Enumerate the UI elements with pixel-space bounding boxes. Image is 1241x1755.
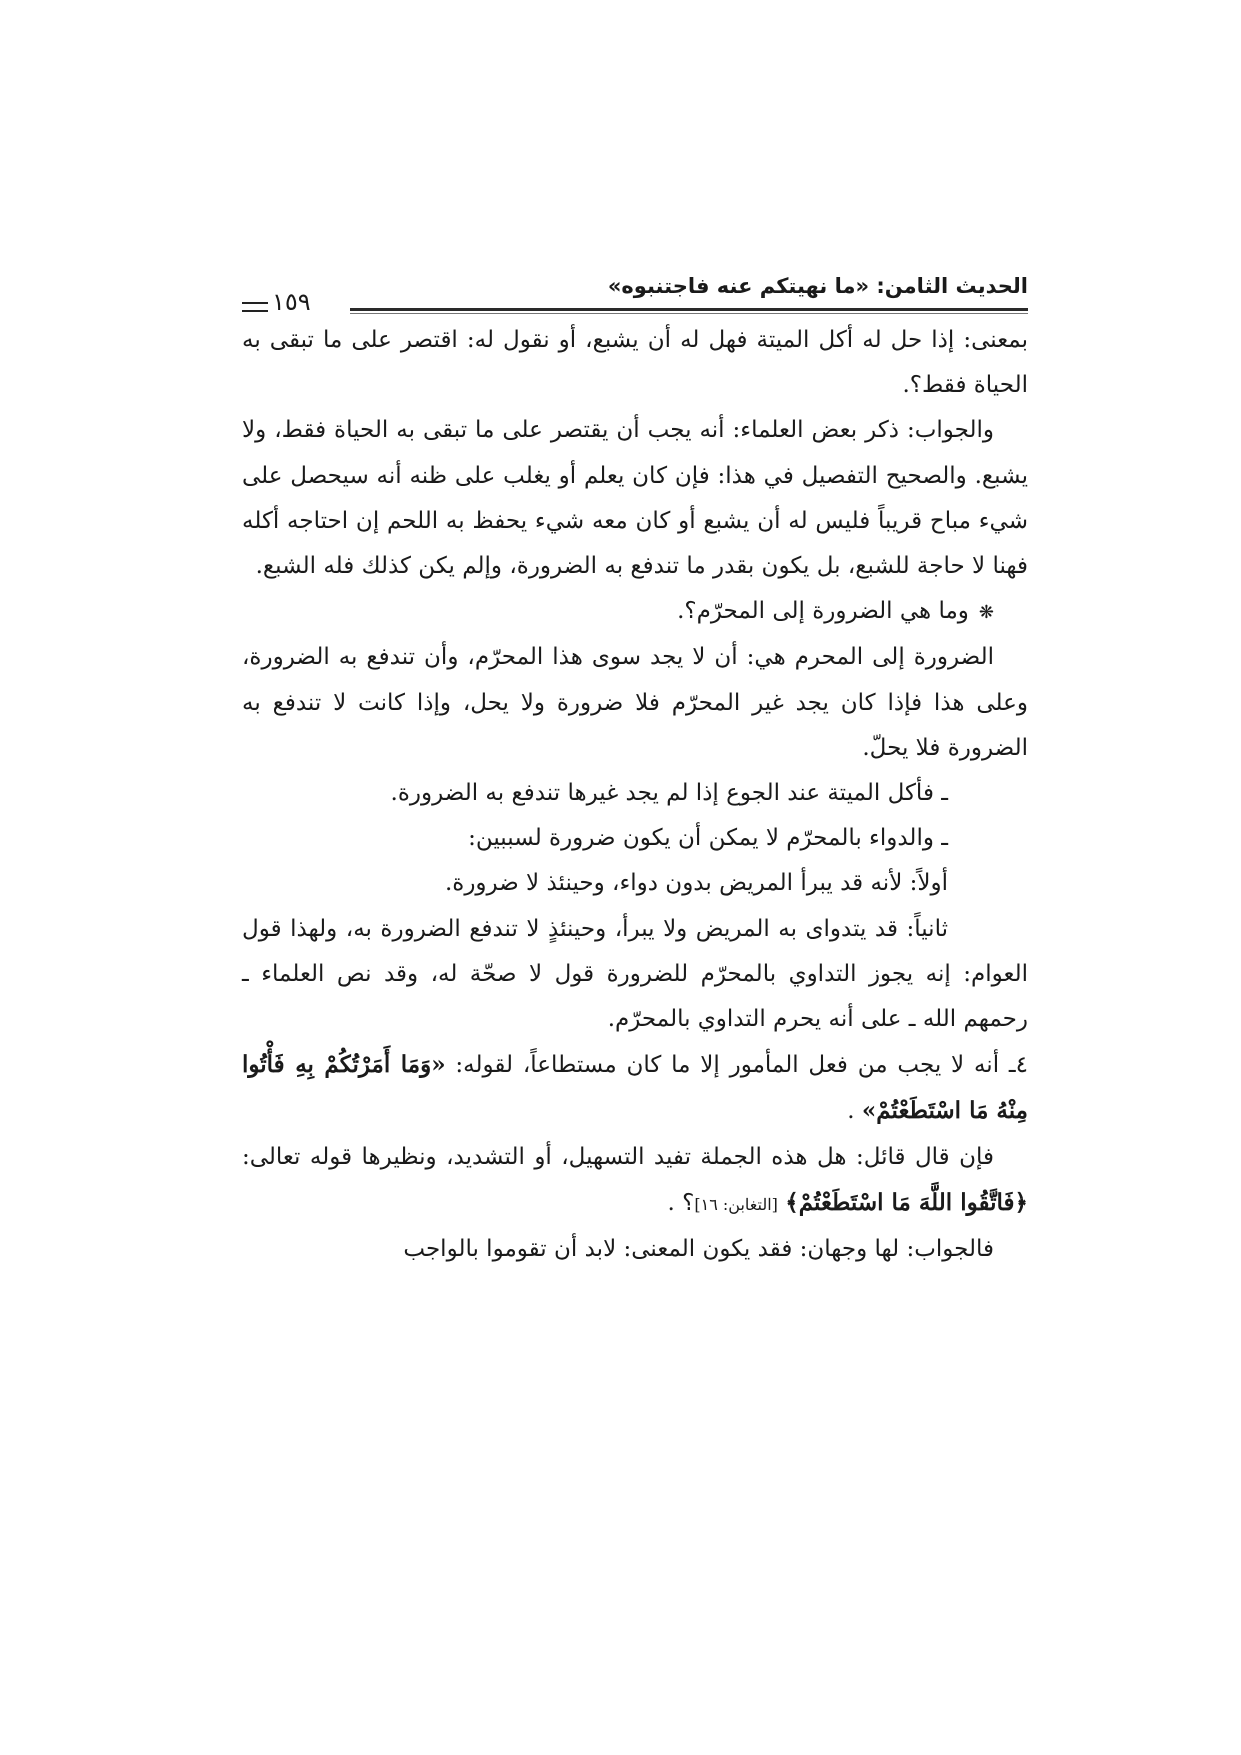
list-item: أولاً: لأنه قد يبرأ المريض بدون دواء، وحينئذ لا ضرورة. [444, 870, 948, 897]
list-item: ـ والدواء بالمحرّم لا يمكن أن يكون ضرورة لسببين: [468, 825, 948, 852]
header-rule-thin [350, 313, 1028, 314]
quran-reference: [التغابن: ١٦] [694, 1194, 778, 1214]
point-four-text: ٤ـ أنه لا يجب من فعل المأمور إلا ما كان مستطاعاً، لقوله: [455, 1052, 1029, 1079]
paragraph: بمعنى: إذا حل له أكل الميتة فهل له أن يشبع، أو نقول له: اقتصر على ما تبقى به الحياة فقط؟. [242, 327, 1028, 399]
paragraph [242, 1042, 1028, 1134]
paragraph: فالجواب: لها وجهان: فقد يكون المعنى: لابد أن تقوموا بالواجب [403, 1236, 994, 1263]
paragraph: والجواب: ذكر بعض العلماء: أنه يجب أن يقتصر على ما تبقى به الحياة فقط، ولا يشبع. والصحيح التفصيل في هذا: فإن كان يعلم أو يغلب على ظنه أنه سيحصل على شيء مباح قريباً فليس له أن يشبع أو كان معه شيء يحفظ به اللحم إن احتاجه أكله فهنا لا حاجة للشبع، بل يكون بقدر ما تندفع به الضرورة، وإلم يكن كذلك فله الشبع. [242, 417, 1028, 580]
question-text: وما هي الضرورة إلى المحرّم؟. [677, 598, 969, 625]
list-item: ثانياً: قد يتدواى به المريض ولا يبرأ، وحينئذٍ لا تندفع الضرورة به، ولهذا قول العوام: إنه يجوز التداوي بالمحرّم للضرورة قول لا صحّة له، وقد نص العلماء ـ رحمهم الله ـ على أنه يحرم التداوي بالمحرّم. [242, 915, 1028, 1033]
header-rule [350, 308, 1028, 311]
full-stop: . [667, 1189, 675, 1216]
page-number: ١٥٩ [272, 288, 311, 316]
running-title: الحديث الثامن: «ما نهيتكم عنه فاجتنبوه» [607, 274, 1028, 298]
quran-verse: ﴿فَاتَّقُوا اللَّهَ مَا اسْتَطَعْتُمْ﴾ [785, 1188, 1028, 1216]
book-page [242, 270, 1028, 1272]
question-text: فإن قال قائل: هل هذه الجملة تفيد التسهيل، أو التشديد، ونظيرها قوله تعالى: [242, 1143, 994, 1170]
question-mark: ؟ [682, 1189, 695, 1216]
paragraph: الضرورة إلى المحرم هي: أن لا يجد سوى هذا المحرّم، وأن تندفع به الضرورة، وعلى هذا فإذا كان يجد غير المحرّم فلا ضرورة ولا يحل، وإذا كانت لا تندفع به الضرورة فلا يحلّ. [242, 644, 1028, 761]
paragraph [242, 1135, 1028, 1227]
hadith-quote: «وَمَا أَمَرْتُكُمْ بِهِ فَأْتُوا مِنْهُ مَا اسْتَطَعْتُمْ» [242, 1051, 1028, 1125]
page-header [242, 270, 1028, 318]
list-item: ـ فأكل الميتة عند الجوع إذا لم يجد غيرها تندفع به الضرورة. [390, 780, 948, 807]
full-stop: . [847, 1098, 855, 1125]
body-text [242, 318, 1028, 1272]
star-icon: ❋ [978, 602, 994, 624]
paragraph [242, 589, 1028, 635]
page-number-ornament [242, 302, 268, 312]
